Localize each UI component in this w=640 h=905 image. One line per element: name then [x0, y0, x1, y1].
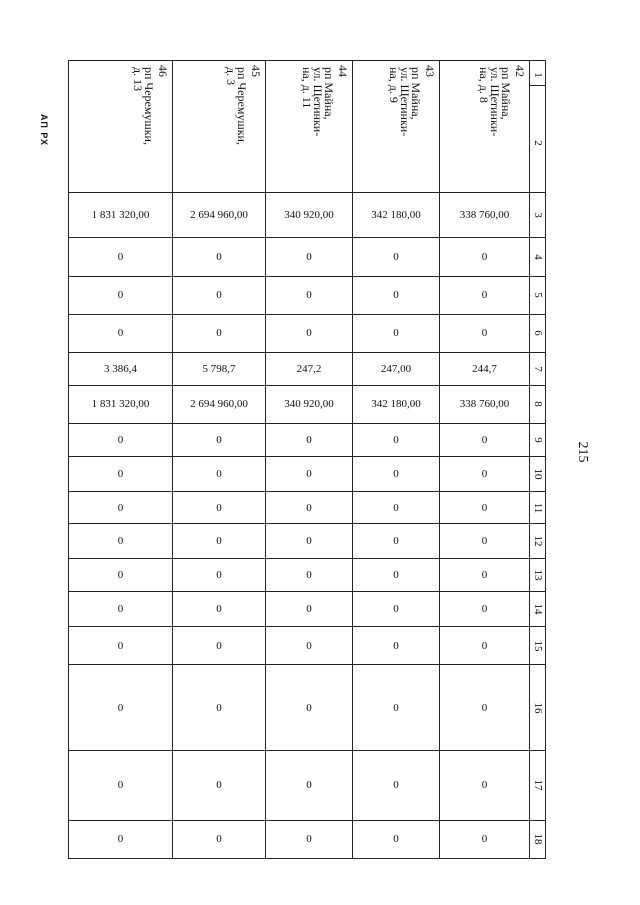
cell-value: 0: [481, 327, 488, 340]
cell-value: 0: [117, 468, 124, 480]
value-cell: [353, 385, 440, 423]
cell-value: 0: [306, 603, 312, 616]
cell-value: 0: [481, 779, 488, 792]
column-index-label: 17: [531, 779, 544, 791]
cell-value: 0: [393, 779, 399, 792]
cell-value: 0: [481, 603, 488, 616]
column-index-cell: [530, 61, 546, 193]
column-index-cell: [530, 492, 546, 524]
address-text: рп Черемушки, д. 13: [131, 67, 156, 145]
cell-value: 0: [393, 433, 399, 446]
cell-value: 0: [306, 569, 312, 582]
address-cell: [69, 61, 173, 193]
data-table-body: [69, 61, 546, 859]
cell-value: 5 798,7: [202, 362, 236, 375]
cell-value: 0: [216, 468, 222, 480]
value-cell: [266, 193, 353, 238]
value-cell: [440, 492, 530, 524]
value-cell: [266, 456, 353, 491]
column-index-label: 8: [531, 401, 544, 408]
column-index-cell: [530, 385, 546, 423]
cell-value: 338 760,00: [459, 398, 510, 411]
cell-value: 0: [481, 289, 488, 302]
column-index-label: 6: [531, 330, 544, 336]
value-cell: [440, 524, 530, 559]
row-number: 46: [156, 65, 170, 77]
cell-value: 0: [306, 289, 312, 302]
value-cell: [173, 750, 266, 820]
value-cell: [353, 665, 440, 750]
value-band: [69, 193, 546, 238]
value-cell: [173, 314, 266, 352]
column-index-cell: [530, 524, 546, 559]
value-cell: [353, 423, 440, 456]
cell-value: 0: [393, 250, 399, 263]
cell-value: 0: [117, 501, 124, 514]
cell-value: 0: [216, 433, 222, 446]
value-cell: [69, 423, 173, 456]
value-cell: [173, 276, 266, 314]
value-cell: [440, 314, 530, 352]
row-number: 42: [513, 65, 527, 77]
cell-value: 0: [216, 501, 222, 514]
column-index-label: 2: [531, 140, 544, 146]
column-index-cell: [530, 559, 546, 592]
value-cell: [353, 314, 440, 352]
value-cell: [173, 524, 266, 559]
cell-value: 0: [117, 433, 124, 446]
value-cell: [440, 559, 530, 592]
value-cell: [69, 276, 173, 314]
column-index-cell: [530, 592, 546, 627]
value-cell: [69, 592, 173, 627]
archive-stamp: АП РХ: [39, 113, 49, 147]
value-cell: [266, 492, 353, 524]
column-index-cell: [530, 750, 546, 820]
value-band: [69, 750, 546, 820]
cell-value: 0: [117, 327, 124, 340]
value-cell: [173, 665, 266, 750]
cell-value: 0: [117, 250, 124, 263]
cell-value: 0: [481, 433, 488, 446]
value-cell: [440, 665, 530, 750]
cell-value: 0: [117, 569, 124, 582]
value-cell: [353, 627, 440, 665]
value-band: [69, 820, 546, 858]
value-cell: [353, 492, 440, 524]
value-cell: [353, 750, 440, 820]
cell-value: 0: [216, 639, 222, 652]
value-cell: [440, 193, 530, 238]
cell-value: 0: [216, 289, 222, 302]
value-cell: [69, 665, 173, 750]
cell-value: 2 694 960,00: [190, 398, 248, 411]
value-cell: [440, 456, 530, 491]
cell-value: 0: [306, 779, 312, 792]
page-number: 215: [575, 441, 590, 463]
cell-value: 340 920,00: [284, 209, 334, 222]
value-cell: [353, 820, 440, 858]
value-cell: [266, 352, 353, 385]
value-cell: [69, 559, 173, 592]
column-index-cell: [530, 627, 546, 665]
cell-value: 0: [306, 701, 312, 714]
column-index-label: 13: [531, 569, 544, 581]
value-cell: [266, 820, 353, 858]
value-band: [69, 423, 546, 456]
index-divider: [530, 85, 545, 86]
cell-value: 0: [306, 535, 312, 548]
cell-value: 0: [306, 639, 312, 652]
value-cell: [440, 750, 530, 820]
cell-value: 247,00: [380, 362, 412, 375]
cell-value: 0: [393, 501, 399, 514]
cell-value: 0: [117, 639, 124, 652]
column-index-label: 7: [531, 366, 544, 372]
value-cell: [266, 276, 353, 314]
column-index-cell: [530, 238, 546, 276]
cell-value: 0: [216, 535, 222, 548]
value-cell: [69, 352, 173, 385]
cell-value: 0: [393, 833, 399, 846]
value-cell: [69, 238, 173, 276]
cell-value: 0: [481, 569, 488, 582]
column-index-cell: [530, 193, 546, 238]
cell-value: 0: [117, 779, 124, 792]
value-cell: [440, 423, 530, 456]
cell-value: 0: [393, 535, 399, 548]
value-cell: [266, 423, 353, 456]
cell-value: 0: [481, 701, 488, 714]
value-cell: [353, 193, 440, 238]
row-number: 45: [249, 65, 263, 77]
value-cell: [266, 524, 353, 559]
address-cell: [173, 61, 266, 193]
value-cell: [353, 456, 440, 491]
cell-value: 0: [306, 833, 312, 846]
cell-value: 342 180,00: [371, 398, 421, 411]
cell-value: 0: [481, 639, 488, 652]
cell-value: 0: [393, 603, 399, 616]
column-index-cell: [530, 820, 546, 858]
cell-value: 0: [393, 569, 399, 582]
column-index-label: 5: [531, 292, 544, 298]
value-band: [69, 238, 546, 276]
cell-value: 0: [306, 327, 312, 340]
value-cell: [440, 352, 530, 385]
cell-value: 0: [393, 639, 399, 652]
value-cell: [440, 592, 530, 627]
value-cell: [353, 238, 440, 276]
column-index-cell: [530, 423, 546, 456]
column-index-cell: [530, 456, 546, 491]
value-cell: [173, 820, 266, 858]
value-cell: [440, 627, 530, 665]
column-index-cell: [530, 314, 546, 352]
column-index-label: 4: [531, 254, 544, 260]
value-cell: [266, 750, 353, 820]
value-cell: [266, 592, 353, 627]
value-cell: [173, 385, 266, 423]
value-cell: [173, 559, 266, 592]
column-index-label: 18: [531, 833, 544, 845]
cell-value: 0: [393, 701, 399, 714]
value-cell: [353, 559, 440, 592]
value-cell: [266, 559, 353, 592]
cell-value: 340 920,00: [284, 398, 334, 411]
cell-value: 0: [216, 603, 222, 616]
column-index-label: 3: [531, 212, 544, 219]
column-index-cell: [530, 276, 546, 314]
value-band: [69, 524, 546, 559]
value-cell: [440, 820, 530, 858]
column-index-label: 9: [531, 437, 544, 443]
value-cell: [440, 238, 530, 276]
address-text: рп Майна, ул. Щетинки- на, д. 8: [477, 67, 513, 137]
value-band: [69, 352, 546, 385]
value-cell: [69, 385, 173, 423]
column-index-label: 15: [531, 640, 544, 652]
cell-value: 0: [306, 501, 312, 514]
value-cell: [69, 820, 173, 858]
value-cell: [173, 352, 266, 385]
value-cell: [69, 524, 173, 559]
row-number: 43: [423, 65, 437, 77]
value-band: [69, 592, 546, 627]
column-index-label: 16: [531, 702, 544, 714]
cell-value: 0: [306, 433, 312, 446]
cell-value: 244,7: [472, 362, 497, 375]
value-cell: [69, 492, 173, 524]
cell-value: 1 831 320,00: [91, 209, 150, 222]
address-text: рп Майна, ул. Щетинки- на, д. 11: [300, 67, 336, 137]
column-index-label: 12: [531, 535, 544, 547]
cell-value: 1 831 320,00: [91, 398, 150, 411]
value-band: [69, 314, 546, 352]
value-cell: [69, 193, 173, 238]
cell-value: 0: [393, 327, 399, 340]
cell-value: 0: [481, 833, 488, 846]
value-cell: [353, 524, 440, 559]
value-cell: [173, 423, 266, 456]
address-cell: [266, 61, 353, 193]
value-band: [69, 492, 546, 524]
value-band: [69, 385, 546, 423]
column-index-cell: [530, 665, 546, 750]
cell-value: 338 760,00: [459, 209, 510, 222]
cell-value: 0: [216, 569, 222, 582]
cell-value: 0: [393, 468, 399, 480]
cell-value: 247,2: [296, 362, 322, 375]
value-cell: [266, 627, 353, 665]
column-index-label: 1: [531, 72, 544, 78]
cell-value: 3 386,4: [104, 362, 137, 375]
value-cell: [173, 627, 266, 665]
value-cell: [440, 276, 530, 314]
value-cell: [173, 193, 266, 238]
cell-value: 0: [117, 833, 124, 846]
value-cell: [353, 592, 440, 627]
value-cell: [69, 750, 173, 820]
header-band: [69, 61, 546, 193]
data-table: [68, 60, 546, 859]
value-band: [69, 276, 546, 314]
cell-value: 0: [117, 701, 124, 714]
value-cell: [173, 238, 266, 276]
value-band: [69, 627, 546, 665]
value-cell: [440, 385, 530, 423]
address-text: рп Черемушки, д. 3: [224, 67, 249, 145]
cell-value: 0: [481, 535, 488, 548]
value-cell: [173, 492, 266, 524]
cell-value: 0: [216, 779, 222, 792]
cell-value: 0: [216, 833, 222, 846]
cell-value: 0: [306, 250, 312, 263]
cell-value: 0: [117, 289, 124, 302]
cell-value: 0: [481, 501, 488, 514]
cell-value: 0: [216, 701, 222, 714]
value-cell: [353, 352, 440, 385]
address-text: рп Майна, ул. Щетинки- на, д. 9: [387, 67, 423, 137]
value-cell: [69, 456, 173, 491]
value-cell: [69, 627, 173, 665]
column-index-label: 14: [531, 603, 544, 615]
row-number: 44: [336, 65, 350, 77]
cell-value: 0: [216, 327, 222, 340]
value-cell: [266, 238, 353, 276]
value-band: [69, 665, 546, 750]
cell-value: 0: [481, 468, 488, 480]
cell-value: 0: [216, 250, 222, 263]
column-index-label: 11: [531, 502, 544, 513]
column-index-cell: [530, 352, 546, 385]
value-cell: [266, 665, 353, 750]
value-cell: [353, 276, 440, 314]
cell-value: 0: [117, 535, 124, 548]
value-cell: [173, 456, 266, 491]
cell-value: 2 694 960,00: [190, 209, 248, 222]
value-cell: [266, 385, 353, 423]
value-band: [69, 456, 546, 491]
value-band: [69, 559, 546, 592]
cell-value: 0: [393, 289, 399, 302]
cell-value: 0: [481, 250, 488, 263]
value-cell: [266, 314, 353, 352]
cell-value: 0: [306, 468, 312, 480]
column-index-label: 10: [531, 468, 544, 480]
address-cell: [353, 61, 440, 193]
cell-value: 0: [117, 603, 124, 616]
value-cell: [173, 592, 266, 627]
cell-value: 342 180,00: [371, 209, 421, 222]
address-cell: [440, 61, 530, 193]
value-cell: [69, 314, 173, 352]
